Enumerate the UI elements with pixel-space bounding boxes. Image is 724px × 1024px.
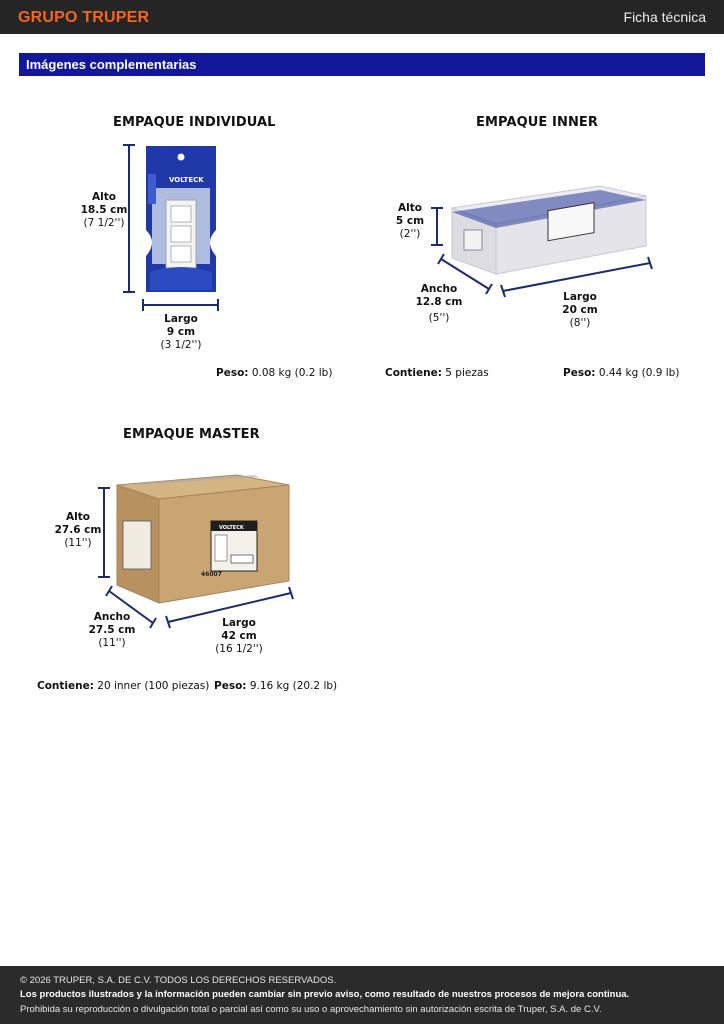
master-peso-label: Peso: (214, 680, 247, 692)
individual-alto-label: Alto (92, 191, 116, 203)
inner-contiene-label: Contiene: (385, 367, 442, 379)
inner-ancho-in: (5'') (428, 312, 450, 324)
inner-ancho-label: Ancho (420, 283, 458, 295)
master-box-image (115, 473, 291, 605)
master-largo-cm: 42 cm (221, 630, 257, 642)
individual-alto-cm: 18.5 cm (80, 204, 128, 216)
inner-peso-label: Peso: (563, 367, 596, 379)
top-bar (0, 0, 724, 34)
individual-largo-dimension (150, 313, 212, 352)
inner-largo-dimension (550, 291, 610, 330)
inner-alto-dimension (390, 202, 430, 241)
inner-alto-label: Alto (398, 202, 422, 214)
master-largo-label: Largo (222, 617, 256, 629)
master-weight (214, 680, 337, 692)
footer-notice: Los productos ilustrados y la información pueden cambiar sin previo aviso, como resultado de nuestros procesos de mejora continua. (20, 989, 630, 1000)
master-peso-value: 9.16 kg (20.2 lb) (249, 680, 338, 692)
master-ancho-in: (11'') (98, 637, 126, 649)
master-ancho-dimension (84, 611, 140, 650)
inner-ancho-dimension (410, 283, 468, 325)
master-largo-in: (16 1/2'') (215, 643, 263, 655)
inner-weight (563, 367, 679, 379)
inner-contents (385, 367, 489, 379)
pack-brand-text: VOLTECK (169, 176, 204, 184)
brand-logo: GRUPO TRUPER (18, 9, 150, 26)
master-ancho-label: Ancho (93, 611, 131, 623)
master-label-brand: VOLTECK (219, 525, 244, 531)
footer-copyright: © 2026 TRUPER, S.A. DE C.V. TODOS LOS DERECHOS RESERVADOS. (20, 975, 337, 986)
master-height-arrow (97, 487, 111, 579)
master-alto-label: Alto (66, 511, 90, 523)
master-contiene-label: Contiene: (37, 680, 94, 692)
individual-largo-in: (3 1/2'') (160, 339, 202, 351)
individual-peso-value: 0.08 kg (0.2 lb) (251, 367, 333, 379)
master-contents (37, 680, 209, 692)
individual-largo-label: Largo (164, 313, 198, 325)
inner-contiene-value: 5 piezas (445, 367, 489, 379)
master-contiene-value: 20 inner (100 piezas) (97, 680, 210, 692)
inner-alto-in: (2'') (399, 228, 421, 240)
individual-largo-cm: 9 cm (166, 326, 196, 338)
individual-alto-in: (7 1/2'') (83, 217, 125, 229)
individual-alto-dimension (78, 191, 130, 230)
individual-package-image (144, 144, 218, 294)
master-alto-cm: 27.6 cm (54, 524, 102, 536)
individual-peso-label: Peso: (216, 367, 249, 379)
inner-ancho-cm: 12.8 cm (415, 296, 463, 308)
footer-prohibition: Prohibida su reproducción o divulgación total o parcial así como su uso o aprovechamiento sin autorización escrita de Truper, S.A. de C.V. (20, 1004, 602, 1015)
individual-heading: EMPAQUE INDIVIDUAL (113, 115, 276, 130)
inner-largo-label: Largo (563, 291, 597, 303)
inner-length-arrow (500, 258, 654, 294)
inner-height-arrow (430, 207, 444, 247)
master-heading: EMPAQUE MASTER (123, 427, 260, 442)
inner-peso-value: 0.44 kg (0.9 lb) (598, 367, 680, 379)
section-title: Imágenes complementarias (26, 57, 197, 72)
master-largo-dimension (212, 617, 266, 656)
inner-largo-in: (8'') (569, 317, 591, 329)
document-type: Ficha técnica (623, 9, 706, 25)
individual-width-arrow (142, 298, 220, 312)
master-label-code: 46007 (201, 571, 222, 578)
master-alto-in: (11'') (64, 537, 92, 549)
inner-heading: EMPAQUE INNER (476, 115, 599, 130)
individual-weight (216, 367, 332, 379)
section-header (19, 53, 705, 76)
footer (0, 966, 724, 1024)
inner-alto-cm: 5 cm (395, 215, 425, 227)
master-ancho-cm: 27.5 cm (88, 624, 136, 636)
inner-largo-cm: 20 cm (562, 304, 598, 316)
